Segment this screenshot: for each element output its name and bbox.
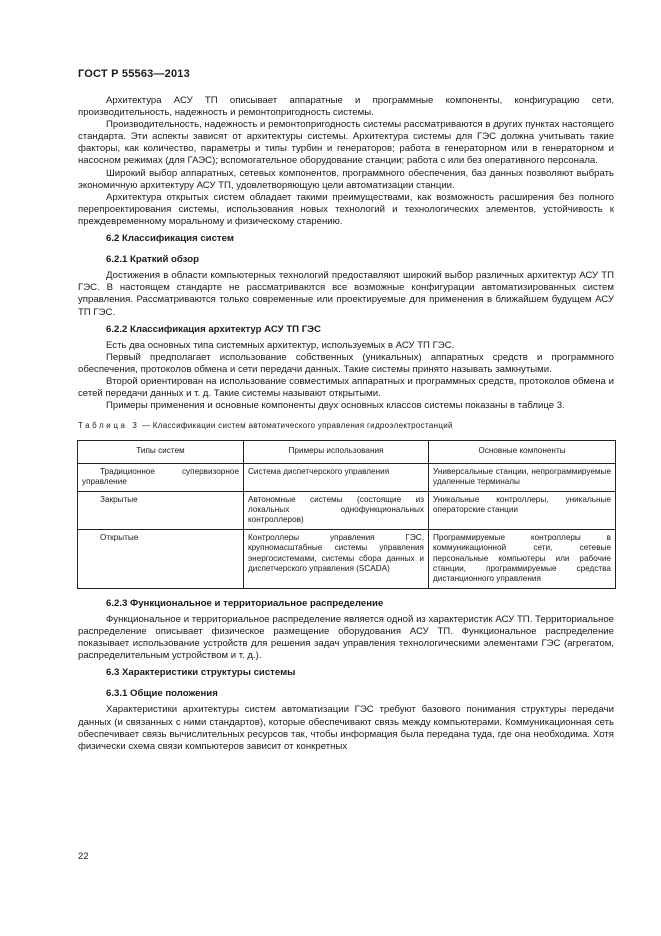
section-heading-6-2: 6.2 Классификация систем xyxy=(106,233,234,245)
intro-paragraph-4: Архитектура открытых систем обладает такими преимуществами, как возможность расширения без полного перепроектирования системы, использования новых технологий и технологических элементов, устойчивость к преждевременному моральному и физическому старению. xyxy=(78,191,614,227)
table-cell-components: Программируемые контроллеры в коммуникационной сети, сетевые персональные компьютеры или рабочие станции, программируемые средства дистанционного управления xyxy=(429,529,616,588)
paragraph-6-2-2-4: Примеры применения и основные компоненты двух основных классов системы показаны в таблице 3. xyxy=(106,400,565,412)
table-row xyxy=(78,463,616,491)
document-body xyxy=(78,95,614,753)
section-heading-6-2-3: 6.2.3 Функциональное и территориальное распределение xyxy=(106,597,384,609)
table-header-cell: Типы систем xyxy=(78,441,244,463)
table-header-cell: Основные компоненты xyxy=(429,441,616,463)
paragraph-6-2-2-3: Второй ориентирован на использование совместимых аппаратных и программных средств, протоколов обмена и сетей передачи данных и т. д. Такие системы называют открытыми. xyxy=(78,375,614,400)
table-cell-type: Открытые xyxy=(78,529,244,588)
section-heading-6-3: 6.3 Характеристики структуры системы xyxy=(106,667,296,679)
table-cell-examples: Система диспетчерского управления xyxy=(244,463,429,491)
intro-paragraph-2: Производительность, надежность и ремонтопригодность системы рассматриваются в других пунктах настоящего стандарта. Эти аспекты зависят от архитектуры системы. Архитектура системы для ГЭС должна учитывать такие факторы, как количество, параметры и типы турбин и генераторов; работа в генераторном или в генераторном и насосном режимах (для ГАЭС); вспомогательное оборудование станции; работа с или без оперативного персонала. xyxy=(78,119,614,167)
paragraph-6-2-1: Достижения в области компьютерных технологий предоставляют широкий выбор различных архитектур АСУ ТП ГЭС. В настоящем стандарте не рассматриваются все возможные конфигурации автоматизированных систем управления. Рассматриваются только современные или проектируемые для применения в ближайшем будущем АСУ ТП ГЭС. xyxy=(78,270,614,318)
table-cell-type: Закрытые xyxy=(78,491,244,529)
section-heading-6-2-1: 6.2.1 Краткий обзор xyxy=(106,254,199,266)
table-caption xyxy=(78,420,614,432)
paragraph-6-2-3: Функциональное и территориальное распределение является одной из характеристик АСУ ТП. Территориальное распределение описывает физическое размещение оборудования АСУ ТП. Функциональное распределение показывает использование устройств для решения задач управления технологическими элементами ГЭС (агрегатом, распределительным устройством и т. д.). xyxy=(78,613,614,662)
table-cell-type: Традиционное супервизорное управление xyxy=(78,463,244,491)
document-header: ГОСТ Р 55563—2013 xyxy=(78,68,190,80)
intro-paragraph-3: Широкий выбор аппаратных, сетевых компонентов, программного обеспечения, баз данных позволяют выбрать экономичную архитектуру АСУ ТП, удовлетворяющую цели автоматизации станции. xyxy=(78,167,614,191)
paragraph-6-3-1: Характеристики архитектуры систем автоматизации ГЭС требуют базового понимания структуры передачи данных (и связанных с ними стандартов), которые обеспечивают связь между компьютерами. Коммуникационная сеть обеспечивает связь вычислительных ресурсов так, чтобы информация была передана туда, где она необходима. Хотя физически схема связи компьютеров зависит от конкретных xyxy=(78,704,614,752)
table-header-cell: Примеры использования xyxy=(244,441,429,463)
table-header-row xyxy=(78,441,616,463)
section-heading-6-3-1: 6.3.1 Общие положения xyxy=(106,688,218,700)
classification-table xyxy=(77,440,616,588)
paragraph-6-2-2-2: Первый предполагает использование собственных (уникальных) аппаратных средств и программного обеспечения, протоколов обмена и сети передачи данных. Такие системы принято называть замкнутыми. xyxy=(78,351,614,375)
table-row xyxy=(78,529,616,588)
table-row xyxy=(78,491,616,529)
intro-paragraph-1: Архитектура АСУ ТП описывает аппаратные и программные компоненты, конфигурацию сети, производительность, надежность и ремонтопригодность системы. xyxy=(78,95,614,119)
table-caption-text: — Классификации систем автоматического управления гидроэлектростанций xyxy=(139,421,453,431)
paragraph-6-2-2-1: Есть два основных типа системных архитектур, используемых в АСУ ТП ГЭС. xyxy=(106,339,455,351)
page-number: 22 xyxy=(78,851,89,862)
table-cell-components: Уникальные контроллеры, уникальные операторские станции xyxy=(429,491,616,529)
table-cell-examples: Автономные системы (состоящие из локальных однофункциональных контроллеров) xyxy=(244,491,429,529)
section-heading-6-2-2: 6.2.2 Классификация архитектур АСУ ТП ГЭС xyxy=(106,323,321,335)
table-cell-components: Универсальные станции, непрограммируемые удаленные терминалы xyxy=(429,463,616,491)
table-caption-label: Таблица 3 xyxy=(78,421,140,431)
table-cell-examples: Контроллеры управления ГЭС, крупномасштабные системы управления энергосистемами, системы сбора данных и диспетчерского управления (SCADA) xyxy=(244,529,429,588)
